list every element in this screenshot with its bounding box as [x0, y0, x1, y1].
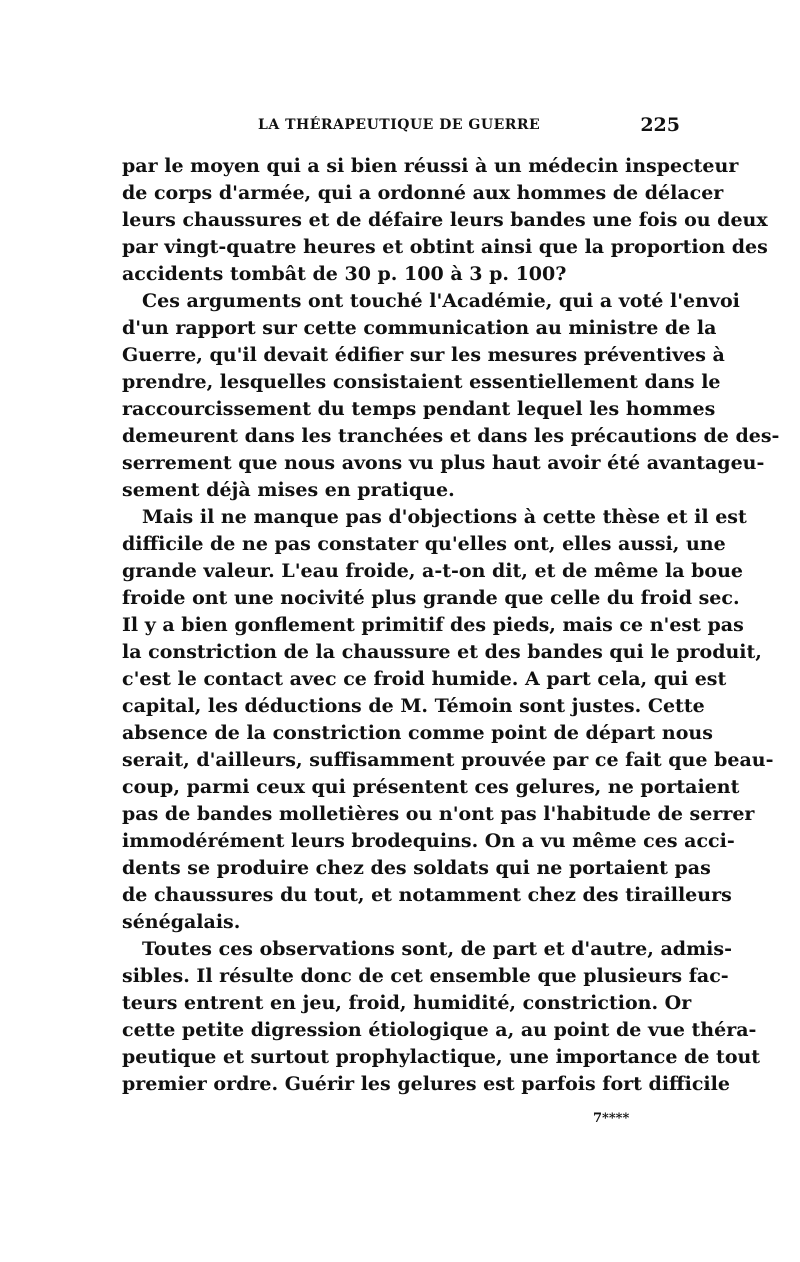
text-line: peutique et surtout prophylactique, une importance de tout: [122, 1046, 761, 1068]
text-line: immodérément leurs brodequins. On a vu même ces acci-: [122, 830, 735, 852]
running-title: LA THÉRAPEUTIQUE DE GUERRE: [258, 117, 541, 133]
text-line: difficile de ne pas constater qu'elles ont, elles aussi, une: [122, 533, 726, 555]
text-line: Guerre, qu'il devait édifier sur les mesures préventives à: [122, 344, 725, 366]
body-text: [122, 153, 780, 1098]
text-line: Toutes ces observations sont, de part et d'autre, admis-: [142, 938, 732, 960]
text-line: de corps d'armée, qui a ordonné aux hommes de délacer: [122, 182, 724, 204]
text-line: par vingt-quatre heures et obtint ainsi que la proportion des: [122, 236, 768, 258]
text-line: accidents tombât de 30 p. 100 à 3 p. 100?: [122, 263, 567, 285]
text-line: Ces arguments ont touché l'Académie, qui a voté l'envoi: [142, 290, 740, 312]
text-line: teurs entrent en jeu, froid, humidité, constriction. Or: [122, 992, 692, 1014]
text-line: sénégalais.: [122, 911, 241, 933]
text-line: froide ont une nocivité plus grande que celle du froid sec.: [122, 587, 740, 609]
signature-mark: 7****: [593, 1111, 630, 1126]
text-line: coup, parmi ceux qui présentent ces gelures, ne portaient: [122, 776, 740, 798]
text-line: serrement que nous avons vu plus haut avoir été avantageu-: [122, 452, 765, 474]
text-line: dents se produire chez des soldats qui ne portaient pas: [122, 857, 711, 879]
page-number: 225: [640, 114, 680, 136]
text-line: par le moyen qui a si bien réussi à un médecin inspecteur: [122, 155, 739, 177]
text-line: Mais il ne manque pas d'objections à cette thèse et il est: [142, 506, 747, 528]
text-line: prendre, lesquelles consistaient essentiellement dans le: [122, 371, 721, 393]
text-line: absence de la constriction comme point de départ nous: [122, 722, 713, 744]
text-line: leurs chaussures et de défaire leurs bandes une fois ou deux: [122, 209, 768, 231]
text-line: c'est le contact avec ce froid humide. A part cela, qui est: [122, 668, 727, 690]
text-line: pas de bandes molletières ou n'ont pas l'habitude de serrer: [122, 803, 755, 825]
text-line: d'un rapport sur cette communication au ministre de la: [122, 317, 717, 339]
text-line: capital, les déductions de M. Témoin sont justes. Cette: [122, 695, 705, 717]
text-line: premier ordre. Guérir les gelures est parfois fort difficile: [122, 1073, 730, 1095]
text-line: la constriction de la chaussure et des bandes qui le produit,: [122, 641, 762, 663]
text-line: grande valeur. L'eau froide, a-t-on dit, et de même la boue: [122, 560, 743, 582]
text-line: raccourcissement du temps pendant lequel les hommes: [122, 398, 716, 420]
text-line: demeurent dans les tranchées et dans les précautions de des-: [122, 425, 780, 447]
text-line: cette petite digression étiologique a, au point de vue théra-: [122, 1019, 757, 1041]
text-line: Il y a bien gonflement primitif des pieds, mais ce n'est pas: [122, 614, 744, 636]
text-line: de chaussures du tout, et notamment chez des tirailleurs: [122, 884, 732, 906]
text-line: sibles. Il résulte donc de cet ensemble que plusieurs fac-: [122, 965, 729, 987]
running-head: [122, 114, 680, 141]
text-line: serait, d'ailleurs, suffisamment prouvée par ce fait que beau-: [122, 749, 774, 771]
text-line: sement déjà mises en pratique.: [122, 479, 455, 501]
